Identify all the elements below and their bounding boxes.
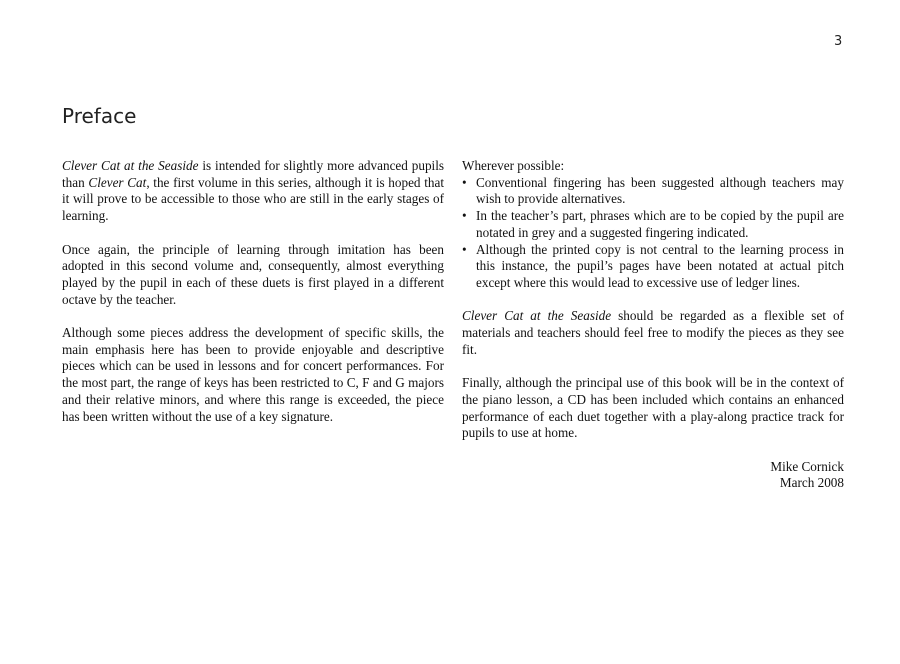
book-title: Clever Cat at the Seaside xyxy=(462,308,612,324)
page-number: 3 xyxy=(834,34,843,49)
page-title: Preface xyxy=(62,104,137,128)
paragraph-imitation: Once again, the principle of learning through imitation has been adopted in this second volume and, consequently, almost everything played by the pupil in each of these duets is first played in a different octave by the teacher. xyxy=(62,241,444,307)
book-title: Clever Cat at the Seaside xyxy=(62,158,199,173)
book-title: Clever Cat xyxy=(88,174,147,190)
paragraph-text: , the first volume in this series, although it is hoped that it will prove to be accessible to those who are still in the early stages of learning. xyxy=(62,174,444,224)
bullet-list xyxy=(462,175,844,292)
paragraph-flexible xyxy=(462,308,844,358)
list-item: • Conventional fingering has been suggested although teachers may wish to provide alternatives. xyxy=(462,175,844,208)
list-item: • Although the printed copy is not central to the learning process in this instance, the pupil’s pages have been notated at actual pitch except where this would lead to excessive use of ledger lines. xyxy=(462,242,844,292)
list-item: • In the teacher’s part, phrases which are to be copied by the pupil are notated in grey and a suggested fingering indicated. xyxy=(462,208,844,241)
signature-block xyxy=(462,459,844,492)
paragraph-text: should be regarded as a flexible set of materials and teachers should feel free to modify the pieces as they see fit. xyxy=(462,308,844,357)
paragraph-skills: Although some pieces address the development of specific skills, the main emphasis here has been to provide enjoyable and descriptive pieces which can be used in lessons and for concert performances. For the most part, the range of keys has been restricted to C, F and G majors and their relative minors, and where this range is exceeded, the piece has been written without the use of a key signature. xyxy=(62,325,444,424)
bullets-intro: Wherever possible: xyxy=(462,158,565,173)
paragraph-intro xyxy=(62,158,444,225)
paragraph-cd: Finally, although the principal use of this book will be in the context of the piano lesson, a CD has been included which contains an enhanced performance of each duet together with a play-along practice track for pupils to use at home. xyxy=(462,375,844,441)
signature-date: March 2008 xyxy=(779,475,844,491)
left-column xyxy=(62,158,444,442)
author-name: Mike Cornick xyxy=(770,458,844,474)
paragraph-text: is intended for slightly more advanced pupils than xyxy=(62,158,445,190)
right-column xyxy=(462,158,844,492)
